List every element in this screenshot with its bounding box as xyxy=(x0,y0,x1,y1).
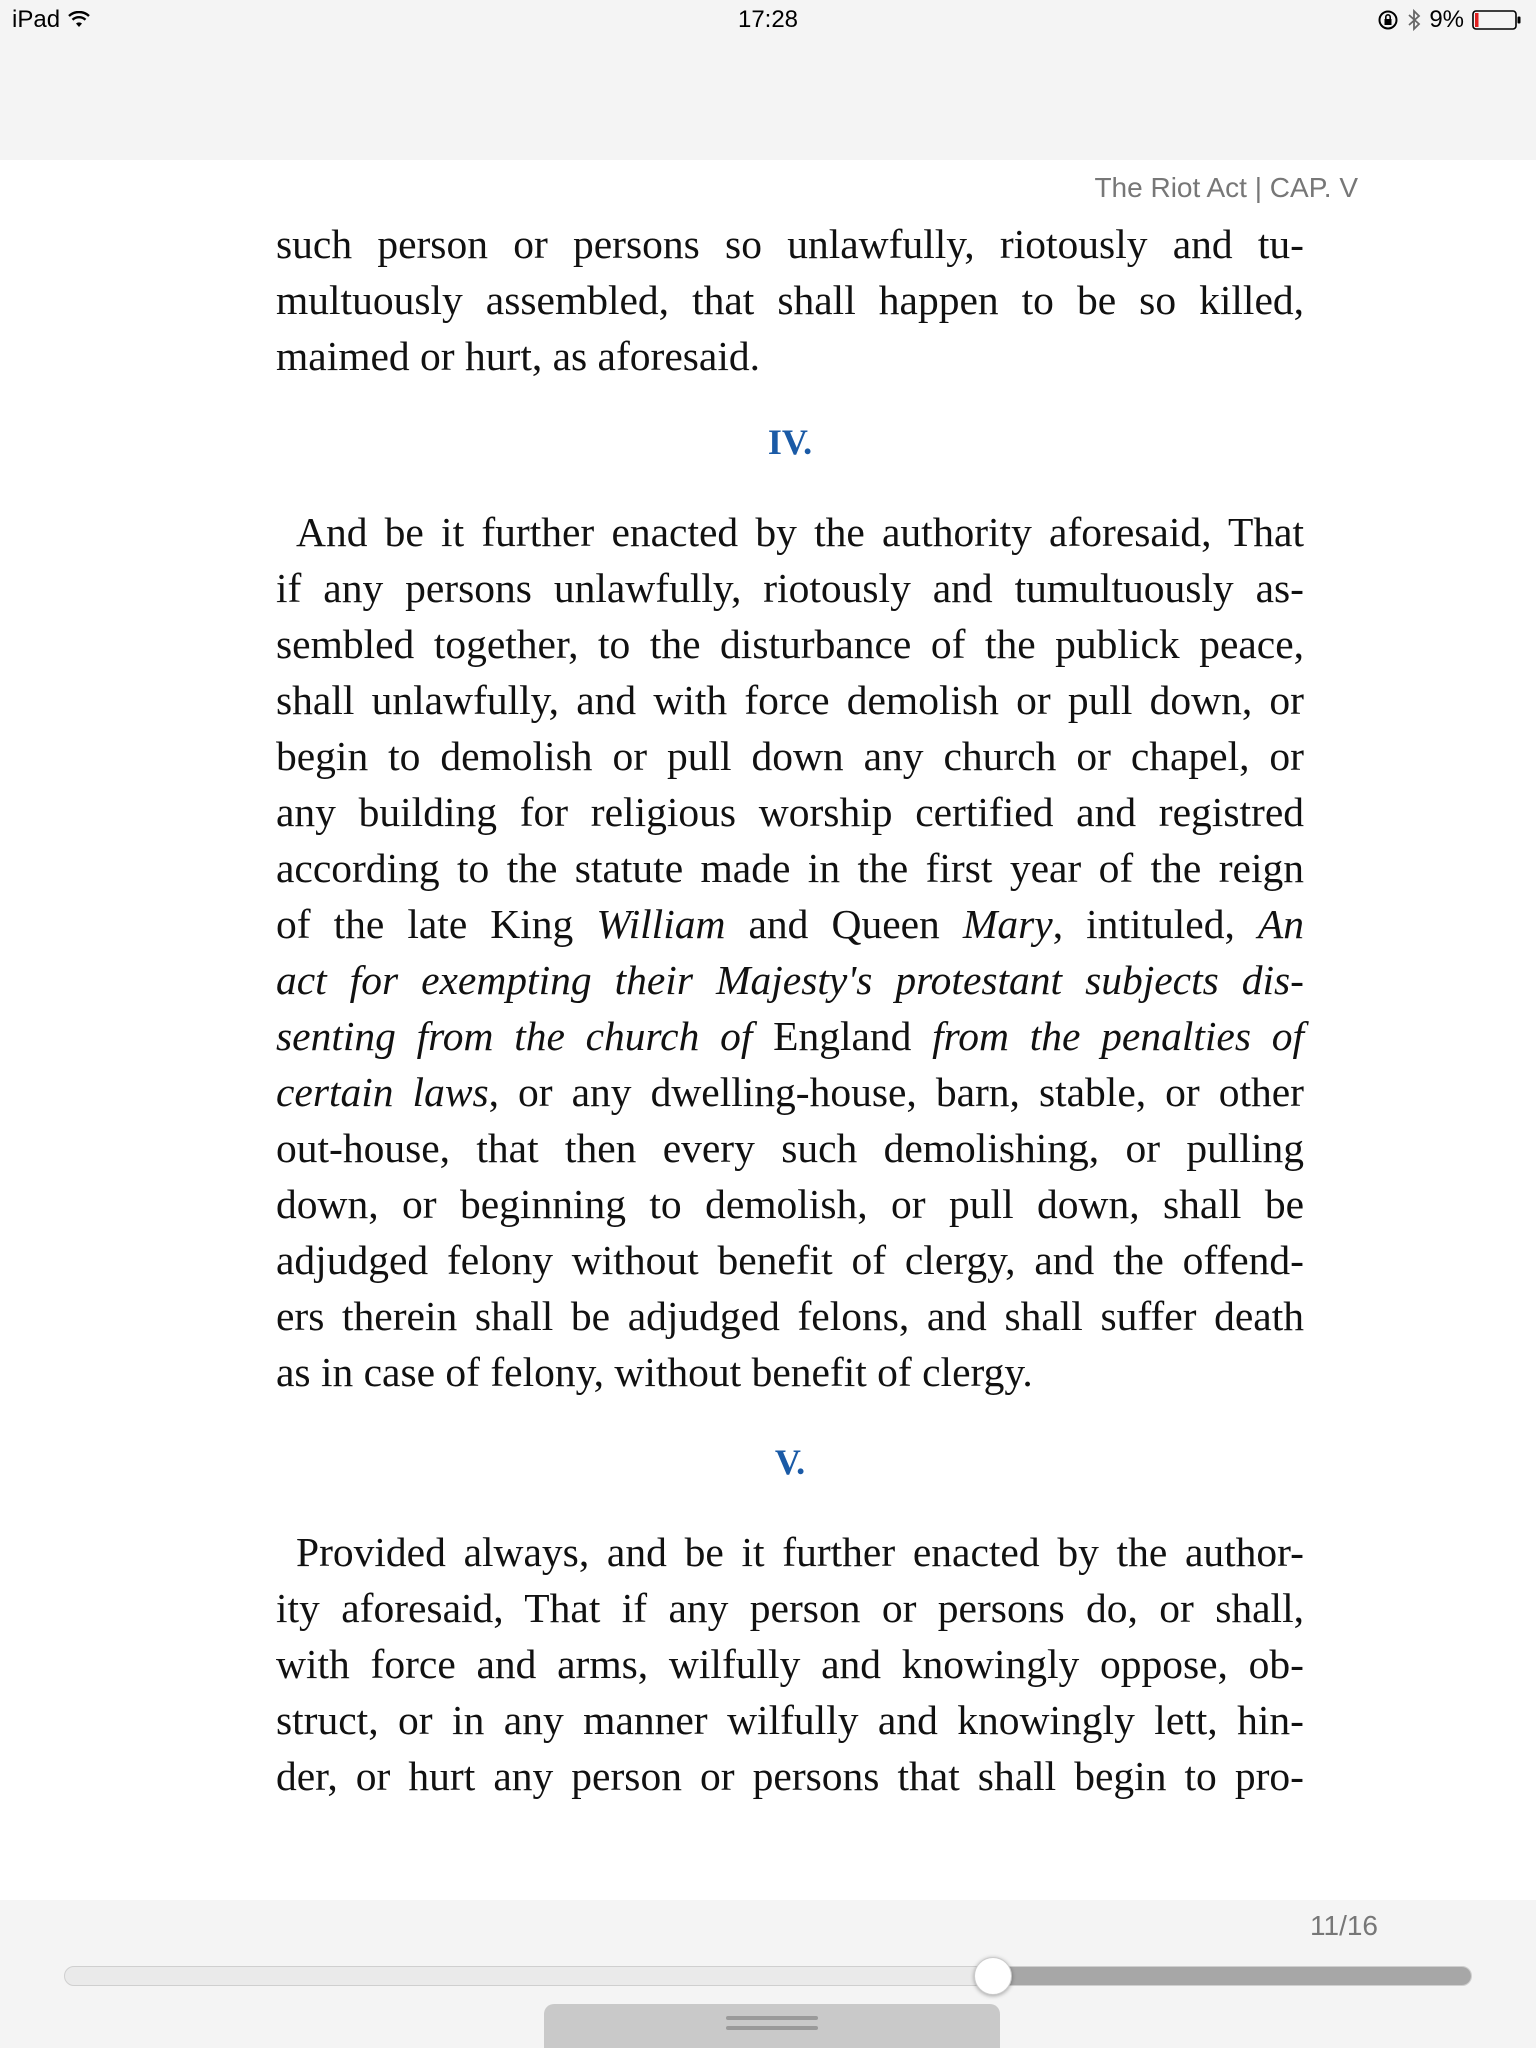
text-run: , or any dwelling-house, barn, stable, or other xyxy=(488,1069,1304,1115)
device-name: iPad xyxy=(12,6,61,33)
text-line: act for exempting their Majesty's protestant subjects dis- xyxy=(276,957,1304,1003)
running-header: The Riot Act | CAP. V xyxy=(1094,172,1358,203)
paragraph-section-iv xyxy=(276,504,1304,1400)
text-line: ity aforesaid, That if any person or persons do, or shall, xyxy=(276,1585,1304,1631)
text-line: out-house, that then every such demolishing, or pulling xyxy=(276,1125,1304,1171)
section-heading-v: V. xyxy=(774,1442,806,1482)
italic-run: senting from the church of xyxy=(276,1013,774,1059)
orientation-lock-icon xyxy=(1377,9,1399,31)
text-line: shall unlawfully, and with force demolish or pull down, or xyxy=(276,677,1304,723)
text-line: as in case of felony, without benefit of clergy. xyxy=(276,1349,1033,1395)
italic-run: An xyxy=(1257,901,1304,947)
text-line: any building for religious worship certified and registred xyxy=(276,789,1304,835)
italic-run: Mary xyxy=(962,901,1053,947)
text-run: and Queen xyxy=(725,901,963,947)
text-line: multuously assembled, that shall happen to be so killed, xyxy=(276,277,1304,323)
paragraph-continuation xyxy=(276,216,1304,384)
text-line: begin to demolish or pull down any church or chapel, or xyxy=(276,733,1304,779)
text-line: adjudged felony without benefit of clergy, and the offend- xyxy=(276,1237,1304,1283)
status-time: 17:28 xyxy=(737,6,799,33)
text-line xyxy=(276,896,1304,952)
text-line: ers therein shall be adjudged felons, and shall suffer death xyxy=(276,1293,1304,1339)
text-line: sembled together, to the disturbance of the publick peace, xyxy=(276,621,1304,667)
text-line: maimed or hurt, as aforesaid. xyxy=(276,333,760,379)
text-line: such person or persons so unlawfully, riotously and tu- xyxy=(276,221,1304,267)
battery-percent: 9% xyxy=(1429,6,1464,33)
italic-run: certain laws xyxy=(276,1069,489,1115)
text-line: with force and arms, wilfully and knowingly oppose, ob- xyxy=(276,1641,1304,1687)
text-run: , intituled, xyxy=(1052,901,1258,947)
text-line: down, or beginning to demolish, or pull down, shall be xyxy=(276,1181,1304,1227)
status-right xyxy=(1377,6,1522,34)
text-line: struct, or in any manner wilfully and knowingly lett, hin- xyxy=(276,1697,1304,1743)
text-line xyxy=(276,1064,1304,1120)
text-line: Provided always, and be it further enacted by the author- xyxy=(296,1529,1304,1575)
reader-toolbar xyxy=(0,40,1536,160)
paragraph-section-v xyxy=(276,1524,1304,1804)
text-line xyxy=(276,1008,1304,1064)
page-scrubber-track[interactable] xyxy=(64,1966,1472,1986)
drawer-handle[interactable] xyxy=(544,2004,1000,2048)
battery-icon xyxy=(1472,9,1522,31)
text-line: according to the statute made in the first year of the reign xyxy=(276,845,1304,891)
text-run: of the late King xyxy=(276,901,597,947)
book-page xyxy=(276,216,1304,1804)
text-run: England xyxy=(773,1013,912,1059)
text-line: der, or hurt any person or persons that shall begin to pro- xyxy=(276,1753,1304,1799)
text-line: And be it further enacted by the authority aforesaid, That xyxy=(296,509,1304,555)
page-scrubber-remaining xyxy=(992,1967,1471,1985)
status-bar xyxy=(0,0,1536,40)
italic-run: from the penalties of xyxy=(911,1013,1305,1059)
italic-run: William xyxy=(596,901,726,947)
page-scrubber-thumb[interactable] xyxy=(974,1957,1012,1995)
section-heading-iv: IV. xyxy=(767,422,813,462)
bluetooth-icon xyxy=(1407,8,1421,32)
text-line: if any persons unlawfully, riotously and tumultuously as- xyxy=(276,565,1304,611)
page-indicator: 11/16 xyxy=(1310,1910,1378,1941)
